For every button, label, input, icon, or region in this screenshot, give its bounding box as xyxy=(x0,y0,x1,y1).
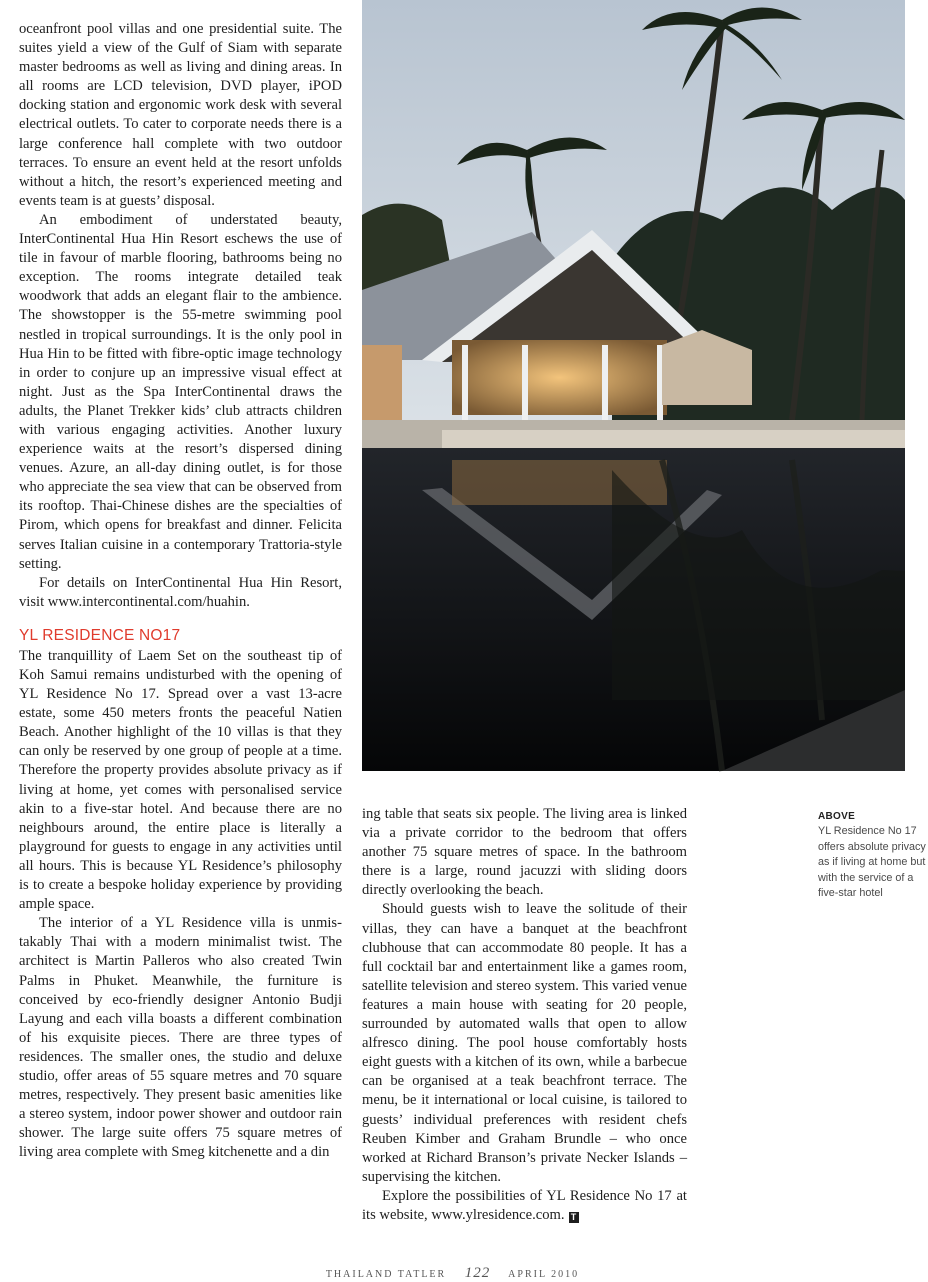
photo-caption xyxy=(818,810,926,902)
body-paragraph xyxy=(362,1187,687,1225)
body-paragraph: oceanfront pool villas and one presidential suite. The suites yield a view of the Gulf of Siam with separate master bedrooms as well as living and dining areas. In all rooms are LCD television, DVD player, iPOD docking station and ergonomic work desk with several electrical outlets. To cater to corporate needs there is a large conference hall complete with two outdoor terraces. To ensure an event held at the resort unfolds without a hitch, the resort’s experienced meeting and events team is at guests’ disposal. xyxy=(19,21,342,209)
left-text-column xyxy=(19,20,342,1162)
photo-illustration xyxy=(362,0,905,771)
end-of-article-mark: T xyxy=(569,1212,579,1223)
body-paragraph: The interior of a YL Residence villa is unmistakably Thai with a modern minimalist twist. The architect is Martin Palleros who also created Twin Palms in Phuket. Meanwhile, the furniture is conceived by eco-friendly designer Antonio Budji Layung and each villa boasts a different combination of his exquisite pieces. There are three types of residences. The smaller ones, the studio and deluxe studio, offer areas of 55 square metres and 70 square metres, respectively. They present basic amenities like a stereo system, indoor power shower and outdoor rain shower. The large suite offers 75 square metres of living area complete with Smeg kitchenette and a din xyxy=(19,915,342,1161)
resort-photo xyxy=(362,0,905,771)
section-heading: YL RESIDENCE NO17 xyxy=(19,626,181,644)
body-paragraph: ing table that seats six people. The living area is linked via a private corridor to the bedroom that offers another 75 square metres of space. In the bathroom there is a large, round jacuzzi with sliding doors directly overlooking the beach. xyxy=(362,806,687,899)
body-paragraph: The tranquillity of Laem Set on the southeast tip of Koh Samui remains undisturbed with the opening of YL Residence No 17. Spread over a vast 13-acre estate, some 450 meters fronts the peaceful Natien Beach. Another highlight of the 10 villas is that they can only be reserved by one group of people at a time. Therefore the property provides absolute privacy as if living at home, yet comes with personalised service akin to a five-star hotel. And because there are no neighbours around, the entire place is literally a playground for guests to engage in any activities until all hours. This is because YL Residence’s philosophy is to create a bespoke holiday experience by providing ample space. xyxy=(19,647,342,913)
page-number: 122 xyxy=(464,1265,491,1281)
page-footer xyxy=(0,1265,905,1282)
body-paragraph: For details on InterContinental Hua Hin Resort, visit www.intercontinental.com/huahin. xyxy=(19,574,342,610)
body-paragraph: Should guests wish to leave the solitude of their villas, they can have a banquet at the beachfront clubhouse that can accommodate 80 people. It has a full cocktail bar and entertainment like a games room, satellite television and stereo system. This varied venue features a main house with seating for 20 people, surrounded by automated walls that open to allow alfresco dining. The pool house comfortably hosts eight guests with a kitchen of its own, while a barbecue can be organised at a teak beachfront terrace. The menu, be it international or local cuisine, is tailored to guests’ individual preferences with resident chefs Reuben Kimber and Graham Brundle – who once worked at Richard Branson’s private Necker Islands – supervising the kitchen. xyxy=(362,901,687,1185)
middle-text-column xyxy=(362,805,687,1225)
body-paragraph: An embodiment of understated beauty, InterContinental Hua Hin Resort eschews the use of tile in favour of marble flooring, bathrooms being no exception. The rooms integrate detailed teak woodwork that adds an elegant flair to the ambience. The showstopper is the 55-metre swimming pool nestled in tropical surroundings. It is the only pool in Hua Hin to be fitted with fibre-optic image technology in order to conjure up an impressive visual effect at night. Just as the Spa InterContinental draws the adults, the Planet Trekker kids’ club attracts children with various engaging activities. Another luxury experience waits at the resort’s dispersed dining venues. Azure, an all-day dining outlet, is for those who appreciate the sea view that can be observed from its rooftop. Thai-Chinese dishes are the specialties of Pirom, which opens for breakfast and dinner. Felicita serves Italian cuisine in a contemporary Trattoria-style setting. xyxy=(19,211,342,572)
caption-label: ABOVE xyxy=(818,811,856,822)
caption-text: YL Residence No 17 offers absolute privacy as if living at home but with the service of a five-star hotel xyxy=(818,825,926,899)
issue-date: APRIL 2010 xyxy=(508,1269,580,1280)
closing-paragraph-text: Explore the possibilities of YL Residence No 17 at its website, www.ylresidence.com. xyxy=(362,1187,687,1223)
magazine-name: THAILAND TATLER xyxy=(325,1269,447,1280)
